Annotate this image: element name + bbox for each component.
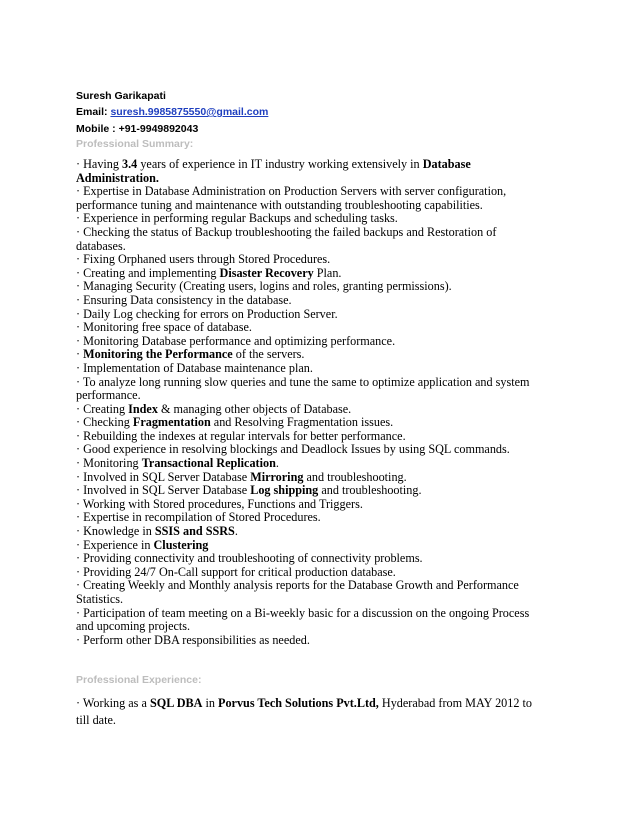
text: · Providing 24/7 On-Call support for critical production database. bbox=[76, 564, 396, 579]
text: · Monitoring bbox=[76, 456, 142, 471]
text: Statistics. bbox=[76, 592, 124, 606]
summary-line bbox=[76, 430, 556, 444]
bold-text: Index bbox=[128, 401, 158, 416]
text: · Monitoring free space of database. bbox=[76, 320, 252, 335]
text: · Creating bbox=[76, 401, 129, 416]
summary-line bbox=[76, 253, 556, 267]
text: · Creating and implementing bbox=[76, 265, 220, 280]
text: · Having bbox=[76, 157, 123, 171]
text: · Implementation of Database maintenance plan. bbox=[76, 360, 313, 375]
bold-text: Database bbox=[422, 157, 471, 171]
summary-line bbox=[76, 552, 556, 566]
text: · Expertise in recompilation of Stored Procedures. bbox=[76, 510, 321, 525]
summary-line bbox=[76, 212, 556, 226]
bold-text: 3.4 bbox=[122, 157, 138, 171]
bold-text: Disaster Recovery bbox=[219, 265, 314, 280]
text: · Daily Log checking for errors on Production Server. bbox=[76, 306, 338, 321]
summary-line bbox=[76, 539, 556, 553]
bold-text: Log shipping bbox=[250, 483, 319, 498]
text: · Involved in SQL Server Database bbox=[76, 483, 251, 498]
bold-text: Porvus Tech Solutions Pvt.Ltd, bbox=[218, 696, 379, 710]
text: years of experience in IT industry working extensively in bbox=[137, 157, 423, 171]
summary-line bbox=[76, 634, 556, 648]
text: Plan. bbox=[313, 265, 342, 280]
text: · Working with Stored procedures, Functions and Triggers. bbox=[76, 496, 363, 511]
summary-line bbox=[76, 511, 556, 525]
summary-line bbox=[76, 199, 556, 213]
summary-line bbox=[76, 335, 556, 349]
text: till date. bbox=[76, 713, 116, 727]
summary-line bbox=[76, 389, 556, 403]
summary-line bbox=[76, 498, 556, 512]
text: · Knowledge in bbox=[76, 524, 155, 539]
text: · Providing connectivity and troubleshooting of connectivity problems. bbox=[76, 551, 423, 566]
summary-heading: Professional Summary: bbox=[76, 138, 194, 150]
text: · Good experience in resolving blockings and Deadlock Issues by using SQL commands. bbox=[76, 442, 510, 457]
summary-line bbox=[76, 267, 556, 281]
text: . bbox=[234, 524, 238, 539]
experience-line bbox=[76, 712, 556, 729]
candidate-name: Suresh Garikapati bbox=[76, 90, 166, 102]
text: and troubleshooting. bbox=[318, 483, 422, 498]
text: & managing other objects of Database. bbox=[157, 401, 352, 416]
bold-text: Monitoring the Performance bbox=[83, 347, 233, 362]
summary-line bbox=[76, 172, 556, 186]
summary-line bbox=[76, 443, 556, 457]
summary-line bbox=[76, 471, 556, 485]
text: Hyderabad from MAY 2012 to bbox=[378, 696, 532, 710]
text: · bbox=[76, 347, 84, 362]
text: · Creating Weekly and Monthly analysis reports for the Database Growth and Performance bbox=[76, 578, 519, 593]
text: · Expertise in Database Administration on Production Servers with server configuration, bbox=[76, 184, 507, 199]
summary-line bbox=[76, 158, 556, 172]
bold-text: SSIS and SSRS bbox=[154, 524, 235, 539]
mobile-line: Mobile : +91-9949892043 bbox=[76, 123, 199, 135]
summary-line bbox=[76, 362, 556, 376]
email-line bbox=[76, 106, 268, 118]
text: · Monitoring Database performance and optimizing performance. bbox=[76, 333, 396, 348]
text: and upcoming projects. bbox=[76, 619, 191, 634]
email-link[interactable]: suresh.9985875550@gmail.com bbox=[110, 106, 269, 118]
text: performance. bbox=[76, 388, 141, 403]
summary-line bbox=[76, 294, 556, 308]
bold-text: Clustering bbox=[153, 537, 209, 552]
text: databases. bbox=[76, 238, 126, 253]
text: · Managing Security (Creating users, logins and roles, granting permissions). bbox=[76, 279, 452, 294]
experience-line bbox=[76, 695, 556, 712]
summary-line bbox=[76, 416, 556, 430]
text: · Involved in SQL Server Database bbox=[76, 469, 251, 484]
text: · Experience in performing regular Backups and scheduling tasks. bbox=[76, 211, 398, 226]
text: · Fixing Orphaned users through Stored Procedures. bbox=[76, 252, 331, 267]
summary-line bbox=[76, 308, 556, 322]
text: . bbox=[275, 456, 279, 471]
email-label: Email: bbox=[76, 106, 111, 118]
summary-line bbox=[76, 185, 556, 199]
text: · Ensuring Data consistency in the database. bbox=[76, 292, 292, 307]
summary-line bbox=[76, 566, 556, 580]
summary-line bbox=[76, 484, 556, 498]
text: · Participation of team meeting on a Bi-weekly basic for a discussion on the ongoing Process bbox=[76, 605, 530, 620]
bold-text: Transactional Replication bbox=[141, 456, 276, 471]
text: and Resolving Fragmentation issues. bbox=[210, 415, 394, 430]
summary-line bbox=[76, 457, 556, 471]
text: · Experience in bbox=[76, 537, 154, 552]
summary-line bbox=[76, 620, 556, 634]
summary-body bbox=[76, 158, 556, 647]
text: performance tuning and maintenance with outstanding troubleshooting capabilities. bbox=[76, 197, 483, 212]
summary-line bbox=[76, 376, 556, 390]
summary-line bbox=[76, 607, 556, 621]
bold-text: Fragmentation bbox=[132, 415, 211, 430]
summary-line bbox=[76, 280, 556, 294]
bold-text: Mirroring bbox=[250, 469, 304, 484]
summary-line bbox=[76, 240, 556, 254]
text: in bbox=[202, 696, 219, 710]
experience-body bbox=[76, 695, 556, 729]
text: · Checking bbox=[76, 415, 133, 430]
text: · Working as a bbox=[76, 696, 150, 710]
summary-line bbox=[76, 348, 556, 362]
summary-line bbox=[76, 593, 556, 607]
text: of the servers. bbox=[232, 347, 305, 362]
text: · To analyze long running slow queries and tune the same to optimize application and system bbox=[76, 374, 530, 389]
summary-line bbox=[76, 579, 556, 593]
text: and troubleshooting. bbox=[303, 469, 407, 484]
experience-heading: Professional Experience: bbox=[76, 674, 202, 686]
text: · Checking the status of Backup troubleshooting the failed backups and Restoration of bbox=[76, 224, 497, 239]
summary-line bbox=[76, 403, 556, 417]
summary-line bbox=[76, 226, 556, 240]
summary-line bbox=[76, 525, 556, 539]
bold-text: Administration. bbox=[76, 170, 159, 185]
bold-text: SQL DBA bbox=[149, 696, 203, 710]
text: · Perform other DBA responsibilities as needed. bbox=[76, 632, 310, 647]
text: · Rebuilding the indexes at regular intervals for better performance. bbox=[76, 428, 406, 443]
summary-line bbox=[76, 321, 556, 335]
